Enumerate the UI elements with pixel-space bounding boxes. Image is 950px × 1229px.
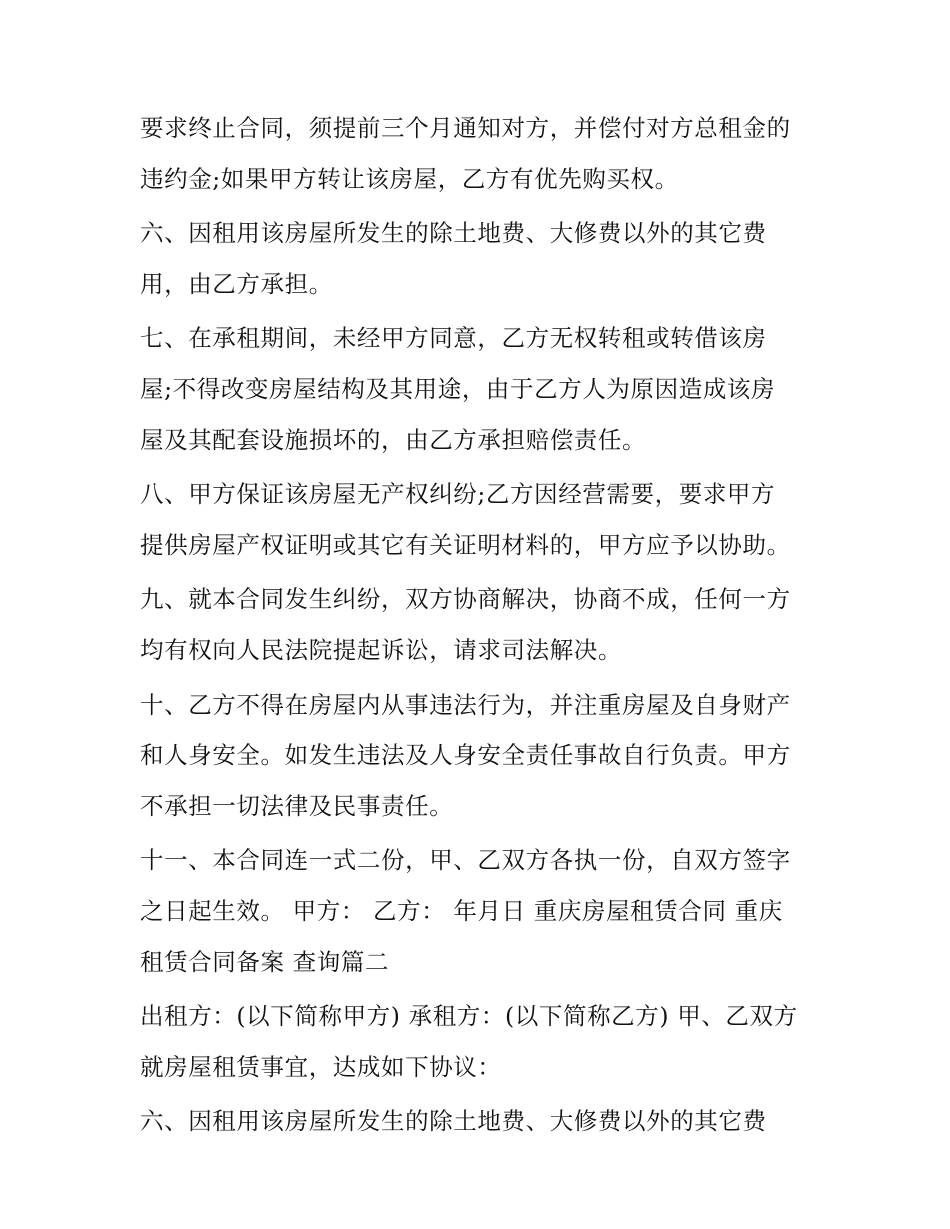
text-line: 均有权向人民法院提起诉讼，请求司法解决。 bbox=[140, 635, 622, 664]
text-line: 屋;不得改变房屋结构及其用途，由于乙方人为原因造成该房 bbox=[140, 374, 776, 403]
text-line: 六、因租用该房屋所发生的除土地费、大修费以外的其它费 bbox=[140, 1107, 767, 1136]
text-line: 就房屋租赁事宜，达成如下协议： bbox=[140, 1052, 502, 1081]
text-line: 出租方：(以下简称甲方) 承租方：(以下简称乙方) 甲、乙双方 bbox=[140, 1002, 798, 1031]
text-line: 之日起生效。 甲方： 乙方： 年月日 重庆房屋租赁合同 重庆 bbox=[140, 896, 783, 925]
text-line: 和人身安全。如发生违法及人身安全责任事故自行负责。甲方 bbox=[140, 741, 791, 770]
text-line: 十、乙方不得在房屋内从事违法行为，并注重房屋及自身财产 bbox=[140, 690, 791, 719]
text-line: 屋及其配套设施损坏的，由乙方承担赔偿责任。 bbox=[140, 425, 647, 454]
text-line: 租赁合同备案 查询篇二 bbox=[140, 947, 390, 976]
text-line: 七、在承租期间，未经甲方同意，乙方无权转租或转借该房 bbox=[140, 324, 767, 353]
paragraph-clause-6 bbox=[140, 208, 816, 309]
text-line: 不承担一切法律及民事责任。 bbox=[140, 791, 454, 820]
paragraph-clause-11 bbox=[140, 835, 816, 987]
text-line: 六、因租用该房屋所发生的除土地费、大修费以外的其它费 bbox=[140, 219, 767, 248]
text-line: 提供房屋产权证明或其它有关证明材料的，甲方应予以协助。 bbox=[140, 530, 791, 559]
paragraph-parties bbox=[140, 991, 816, 1092]
paragraph-termination-clause bbox=[140, 103, 816, 204]
document-body bbox=[140, 103, 816, 1151]
text-line: 要求终止合同，须提前三个月通知对方，并偿付对方总租金的 bbox=[140, 114, 791, 142]
paragraph-clause-10 bbox=[140, 680, 816, 832]
paragraph-clause-9 bbox=[140, 574, 816, 675]
paragraph-clause-6-repeat bbox=[140, 1096, 816, 1147]
text-line: 用，由乙方承担。 bbox=[140, 269, 333, 298]
text-line: 八、甲方保证该房屋无产权纠纷;乙方因经营需要，要求甲方 bbox=[140, 480, 776, 509]
text-line: 九、就本合同发生纠纷，双方协商解决，协商不成，任何一方 bbox=[140, 585, 791, 614]
text-line: 十一、本合同连一式二份，甲、乙双方各执一份，自双方签字 bbox=[140, 846, 791, 875]
paragraph-clause-7 bbox=[140, 313, 816, 465]
paragraph-clause-8 bbox=[140, 469, 816, 570]
text-line: 违约金;如果甲方转让该房屋，乙方有优先购买权。 bbox=[140, 164, 679, 193]
